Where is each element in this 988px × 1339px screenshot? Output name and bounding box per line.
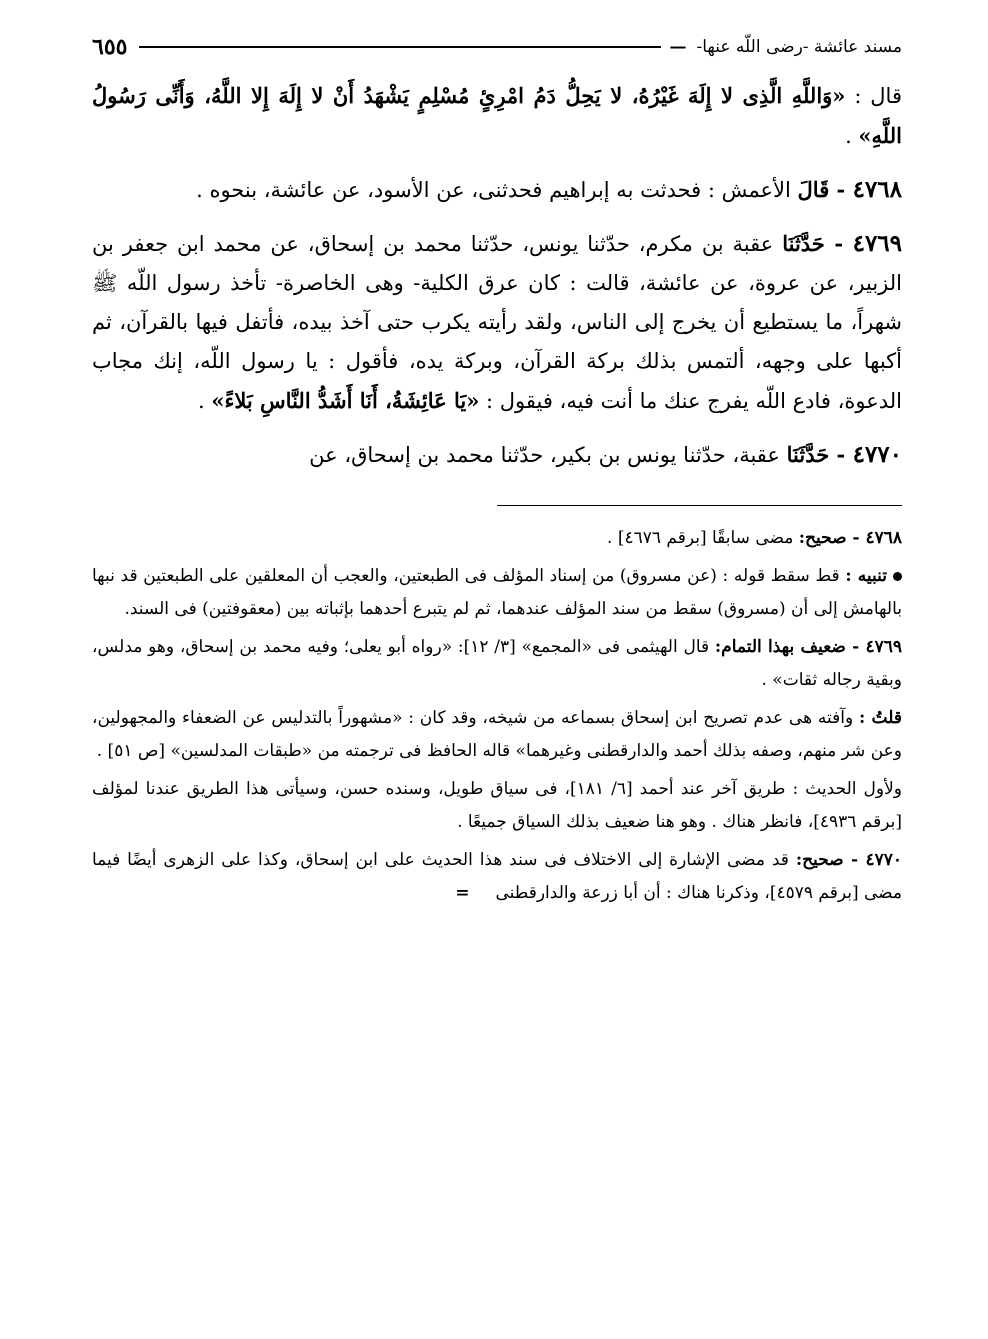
note-text: قط سقط قوله : (عن مسروق) من إسناد المؤلف فى الطبعتين، والعجب أن المعلقين على الطبعتين قد نبها بالهامش إلى أن (مسروق) سقط من سند المؤلف عندهما، ثم لم يتبرع أحدهما بإثباته بين (معقوفتين) فى السند. (92, 565, 902, 619)
footnote-comment (92, 702, 902, 769)
note-dash: - (843, 849, 866, 870)
paragraph-end: . (198, 389, 212, 413)
note-text: قد مضى الإشارة إلى الاختلاف فى سند هذا الحديث على ابن إسحاق، وكذا على الزهرى أيضًا فيما مضى [برقم ٤٥٧٩]، وذكرنا هناك : أن أبا زرعة والدارقطنى (92, 849, 902, 903)
prophetic-quote: «يَا عَائِشَةُ، أَنَا أَشَدُّ النَّاسِ بَلاءً» (211, 388, 480, 413)
footnote-4769 (92, 631, 902, 698)
main-text (92, 76, 902, 475)
hadith-dash: - (824, 231, 853, 256)
hadith-dash: - (829, 177, 853, 202)
page-header (92, 28, 902, 66)
note-number: ٤٧٦٨ (865, 528, 902, 548)
note-dash: - (845, 636, 866, 657)
note-number: ٤٧٧٠ (865, 849, 902, 870)
footnote-other-route (92, 773, 902, 840)
hadith-number: ٤٧٧٠ (852, 441, 902, 468)
hadith-number: ٤٧٦٩ (852, 230, 903, 257)
running-title: مسند عائشة -رضى اللّه عنها- (696, 37, 902, 57)
bullet-icon (893, 572, 902, 581)
hadith-dash: - (829, 442, 853, 467)
continuation-mark: = (455, 883, 470, 903)
hadith-paragraph-ending (92, 76, 902, 156)
hadith-4769 (92, 224, 902, 421)
footnotes (92, 522, 902, 911)
narration-verb: حَدَّثَنَا (786, 442, 830, 467)
note-grade: صحيح: (795, 849, 844, 870)
narration-verb: حَدَّثَنَا (782, 231, 825, 256)
hadith-4770 (92, 435, 902, 475)
header-dash: — (669, 37, 687, 57)
note-text: مضى سابقًا [برقم ٤٦٧٦] . (607, 528, 799, 548)
lead-text: قال : (845, 84, 902, 108)
footnote-4768 (92, 522, 902, 556)
hadith-text: عقبة، حدّثنا يونس بن بكير، حدّثنا محمد بن إسحاق، عن (309, 443, 787, 467)
hadith-number: ٤٧٦٨ (852, 176, 902, 203)
footnote-4770 (92, 844, 902, 911)
hadith-4768 (92, 170, 902, 210)
header-rule (139, 46, 661, 48)
footnote-separator (497, 505, 902, 506)
hadith-text: الأعمش : فحدثت به إبراهيم فحدثنى، عن الأسود، عن عائشة، بنحوه . (196, 178, 798, 202)
narration-verb: قَالَ (797, 177, 830, 202)
note-label: قلتُ : (858, 707, 902, 728)
note-text: وآفته هى عدم تصريح ابن إسحاق بسماعه من شيخه، وقد كان : «مشهوراً بالتدليس عن الضعفاء والمجهولين، وعن شر منهم، وصفه بذلك أحمد والدارقطنى وغيرهما» قاله الحافظ فى ترجمته من «طبقات المدلسين» [ص ٥١] . (92, 707, 902, 761)
paragraph-end: . (845, 124, 859, 148)
note-grade: صحيح: (798, 528, 847, 548)
note-number: ٤٧٦٩ (865, 636, 902, 657)
footnote-caution (92, 560, 902, 627)
page-number: ٦٥٥ (92, 34, 128, 60)
note-label: تنبيه : (845, 565, 887, 586)
note-text: قال الهيثمى فى «المجمع» [٣/ ١٢]: «رواه أبو يعلى؛ وفيه محمد بن إسحاق، وهو مدلس، وبقية رجاله ثقات» . (92, 636, 902, 690)
note-grade: ضعيف بهذا التمام: (714, 636, 846, 657)
page (92, 28, 902, 915)
note-text: ولأول الحديث : طريق آخر عند أحمد [٦/ ١٨١]، فى سياق طويل، وسنده حسن، وسيأتى هذا الطريق عندنا لمؤلف [برقم ٤٩٣٦]، فانظر هناك . وهو هنا ضعيف بذلك السياق جميعًا . (92, 778, 902, 832)
note-dash: - (846, 528, 866, 548)
hadith-text: عقبة بن مكرم، حدّثنا يونس، حدّثنا محمد بن إسحاق، عن محمد ابن جعفر بن الزبير، عن عروة، عن عائشة، قالت : كان عرق الكلية- وهى الخاصرة- تأخذ رسول اللّه ﷺ شهراً، ما يستطيع أن يخرج إلى الناس، ولقد رأيته يكرب حتى آخذ بيده، فأتفل فيها بالقرآن، ثم أكبها على وجهه، ألتمس بذلك بركة القرآن، وبركة يده، فأقول : يا رسول اللّه، إنك مجاب الدعوة، فادع اللّه يفرج عنك ما أنت فيه، فيقول : (92, 232, 902, 413)
prophetic-quote: «وَاللَّهِ الَّذِى لا إِلَهَ غَيْرُهُ، لا يَحِلُّ دَمُ امْرِئٍ مُسْلِمٍ يَشْهَدُ أَنْ لا إِلَهَ إِلا اللَّهُ، وَأَنِّى رَسُولُ اللَّهِ» (92, 83, 902, 148)
